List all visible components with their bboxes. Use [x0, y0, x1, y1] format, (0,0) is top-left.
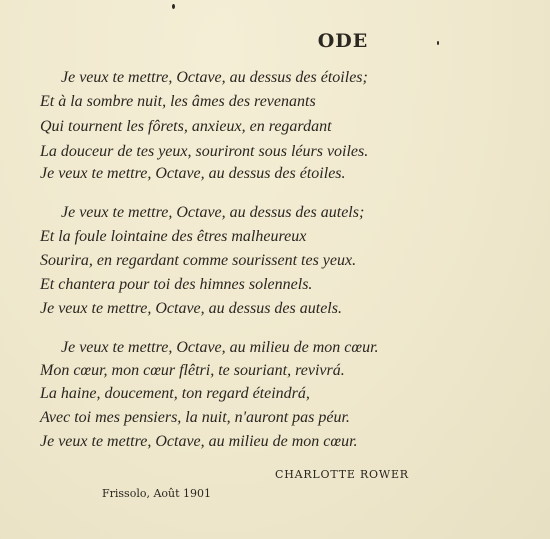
poem-line: La haine, doucement, ton regard éteindrá,	[40, 385, 310, 402]
poem-line: Je veux te mettre, Octave, au dessus des autels;	[61, 204, 365, 221]
poem-line: Je veux te mettre, Octave, au milieu de mon cœur.	[61, 339, 379, 356]
poem-line: Je veux te mettre, Octave, au dessus des étoiles;	[61, 69, 368, 86]
poem-line: Avec toi mes pensiers, la nuit, n'auront pas péur.	[40, 409, 350, 426]
poem-line: Je veux te mettre, Octave, au dessus des autels.	[40, 300, 342, 317]
poem-line: La douceur de tes yeux, souriront sous léurs voiles.	[40, 143, 369, 160]
poem-line: Je veux te mettre, Octave, au dessus des étoiles.	[40, 165, 346, 182]
poem-line: Mon cœur, mon cœur flêtri, te souriant, revivrá.	[40, 362, 345, 379]
author-signature: CHARLOTTE ROWER	[275, 468, 409, 481]
place-date: Frissolo, Août 1901	[102, 487, 212, 500]
poem-line: Et chantera pour toi des himnes solennels.	[40, 276, 313, 293]
poem-line: Et à la sombre nuit, les âmes des revenants	[40, 93, 316, 110]
ink-speck	[172, 4, 175, 9]
poem-line: Je veux te mettre, Octave, au milieu de mon cœur.	[40, 433, 358, 450]
poem-title: ODE	[317, 30, 369, 52]
poem-line: Qui tournent les fôrets, anxieux, en regardant	[40, 118, 332, 135]
poem-line: Sourira, en regardant comme sourissent tes yeux.	[40, 252, 357, 269]
poem-line: Et la foule lointaine des êtres malheureux	[40, 228, 307, 245]
